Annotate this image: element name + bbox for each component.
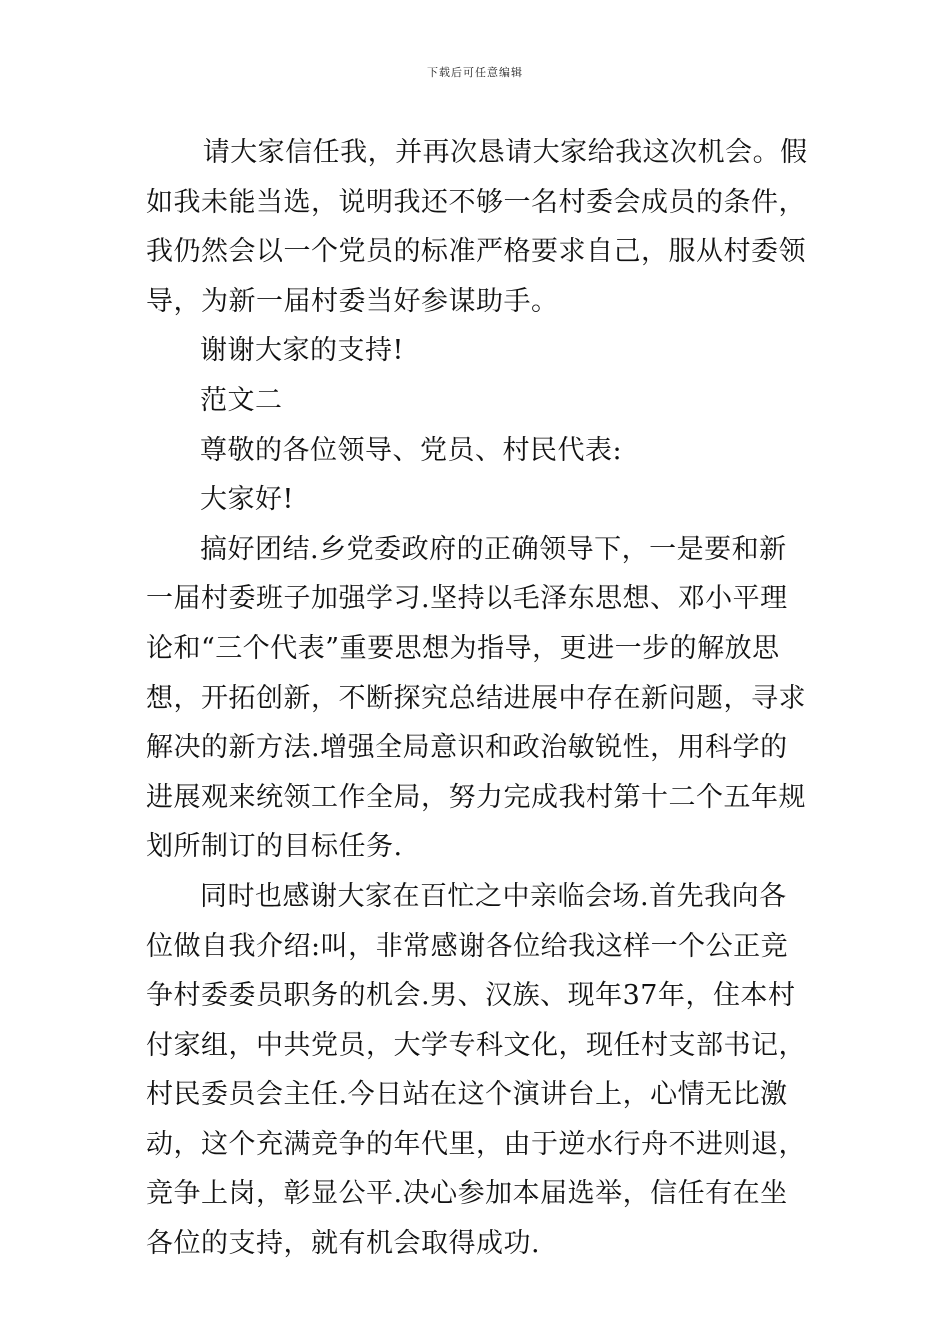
section-heading: 范文二	[200, 384, 283, 416]
paragraph-introduction: 同时也感谢大家在百忙之中亲临会场.首先我向各位做自我介绍:叫，非常感谢各位给我这样一个公正竞争村委委员职务的机会.男、汉族、现年37年，住本村付家组，中共党员，大学专科文化，现任村支部书记，村民委员会主任.今日站在这个演讲台上，心情无比激动，这个充满竞争的年代里，由于逆水行舟不进则退，竞争上岗，彰显公平.决心参加本届选举，信任有在坐各位的支持，就有机会取得成功.	[146, 880, 806, 1260]
greeting: 大家好!	[200, 484, 294, 516]
paragraph-closing-appeal: 请大家信任我，并再次恳请大家给我这次机会。假如我未能当选，说明我还不够一名村委会成员的条件，我仍然会以一个党员的标准严格要求自己，服从村委领导，为新一届村委当好参谋助手。	[146, 137, 808, 317]
paragraph-unity: 搞好团结.乡党委政府的正确领导下，一是要和新一届村委班子加强学习.坚持以毛泽东思想、邓小平理论和“三个代表”重要思想为指导，更进一步的解放思想，开拓创新，不断探究总结进展中存在新问题，寻求解决的新方法.增强全局意识和政治敏锐性，用科学的进展观来统领工作全局，努力完成我村第十二个五年规划所制订的目标任务.	[146, 533, 806, 863]
salutation: 尊敬的各位领导、党员、村民代表:	[200, 434, 623, 466]
document-body	[146, 128, 808, 1269]
paragraph-thanks: 谢谢大家的支持!	[200, 335, 404, 367]
page-header: 下载后可任意编辑	[427, 66, 523, 79]
